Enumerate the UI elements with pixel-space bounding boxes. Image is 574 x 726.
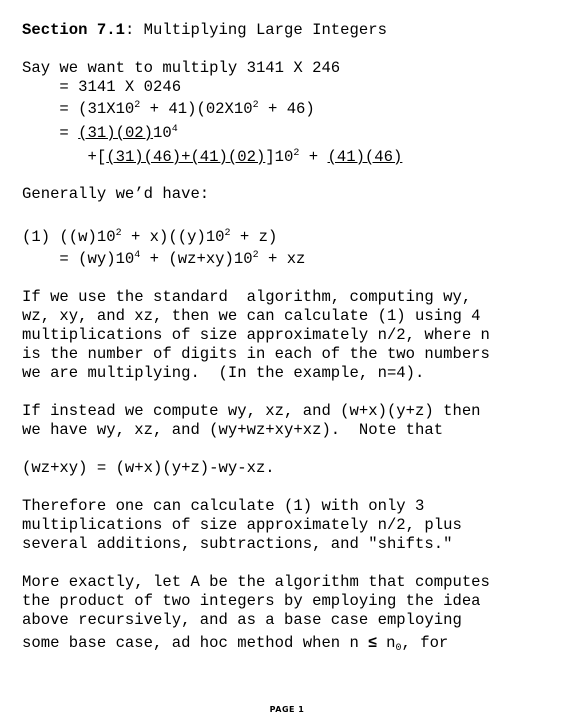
text-part: some base case, ad hoc method when n <box>22 634 369 652</box>
less-equal-symbol: ≤ <box>368 634 377 651</box>
exponent: 4 <box>134 250 141 261</box>
text-part: n <box>376 634 396 652</box>
expr-part: + (wz+xy)10 <box>140 250 253 268</box>
paragraph-line: Therefore one can calculate (1) with only 3 <box>22 497 425 515</box>
expr-part: = (31X10 <box>22 100 135 118</box>
paragraph-line: several additions, subtractions, and "shifts." <box>22 535 453 553</box>
subscript: 0 <box>395 643 402 654</box>
paragraph-line: If instead we compute wy, xz, and (w+x)(y+z) then <box>22 402 481 420</box>
expr-part: + z) <box>230 228 278 246</box>
paragraph-line: If we use the standard algorithm, computing wy, <box>22 288 472 306</box>
paragraph-line: multiplications of size approximately n/2, where n <box>22 326 490 344</box>
underlined-product: (31)(46)+(41)(02) <box>106 148 266 166</box>
expr-part: + <box>299 148 328 166</box>
paragraph-line: we are multiplying. (In the example, n=4). <box>22 364 425 382</box>
section-heading <box>22 21 387 40</box>
expr-part: +[ <box>22 148 107 166</box>
example-line-1: Say we want to multiply 3141 X 246 <box>22 59 341 77</box>
example-line-2: = 3141 X 0246 <box>22 78 182 96</box>
example-line-4 <box>22 124 178 143</box>
paragraph-line: the product of two integers by employing the idea <box>22 592 481 610</box>
exponent: 2 <box>293 148 300 159</box>
exponent: 4 <box>171 124 178 135</box>
expr-part: = (wy)10 <box>22 250 135 268</box>
expr-part: + 41)(02X10 <box>140 100 253 118</box>
identity-equation: (wz+xy) = (w+x)(y+z)-wy-xz. <box>22 459 275 477</box>
expr-part: = <box>22 124 79 142</box>
paragraph-line: we have wy, xz, and (wy+wz+xy+xz). Note that <box>22 421 444 439</box>
expr-part: 10 <box>153 124 172 142</box>
equation-1 <box>22 228 277 247</box>
exponent: 2 <box>252 100 259 111</box>
general-intro: Generally we’d have: <box>22 185 210 203</box>
expr-part: ]10 <box>265 148 294 166</box>
paragraph-line: multiplications of size approximately n/2, plus <box>22 516 462 534</box>
exponent: 2 <box>115 228 122 239</box>
exponent: 2 <box>134 100 141 111</box>
exponent: 2 <box>224 228 231 239</box>
paragraph-line: above recursively, and as a base case employing <box>22 611 462 629</box>
section-title: : Multiplying Large Integers <box>124 21 387 39</box>
equation-1-expanded <box>22 250 305 269</box>
page-number: PAGE 1 <box>269 705 305 714</box>
expr-part: (1) ((w)10 <box>22 228 116 246</box>
text-part: , for <box>401 634 449 652</box>
exponent: 2 <box>252 250 259 261</box>
underlined-product: (31)(02) <box>78 124 154 142</box>
paragraph-line: wz, xy, and xz, then we can calculate (1) using 4 <box>22 307 481 325</box>
expr-part: + 46) <box>258 100 315 118</box>
example-line-5 <box>22 148 402 167</box>
expr-part: + x)((y)10 <box>121 228 225 246</box>
paragraph-line-last <box>22 633 448 653</box>
underlined-product: (41)(46) <box>327 148 403 166</box>
paragraph-line: More exactly, let A be the algorithm that computes <box>22 573 490 591</box>
example-line-3 <box>22 100 315 119</box>
section-number: Section 7.1 <box>22 21 125 39</box>
expr-part: + xz <box>258 250 306 268</box>
paragraph-line: is the number of digits in each of the two numbers <box>22 345 490 363</box>
